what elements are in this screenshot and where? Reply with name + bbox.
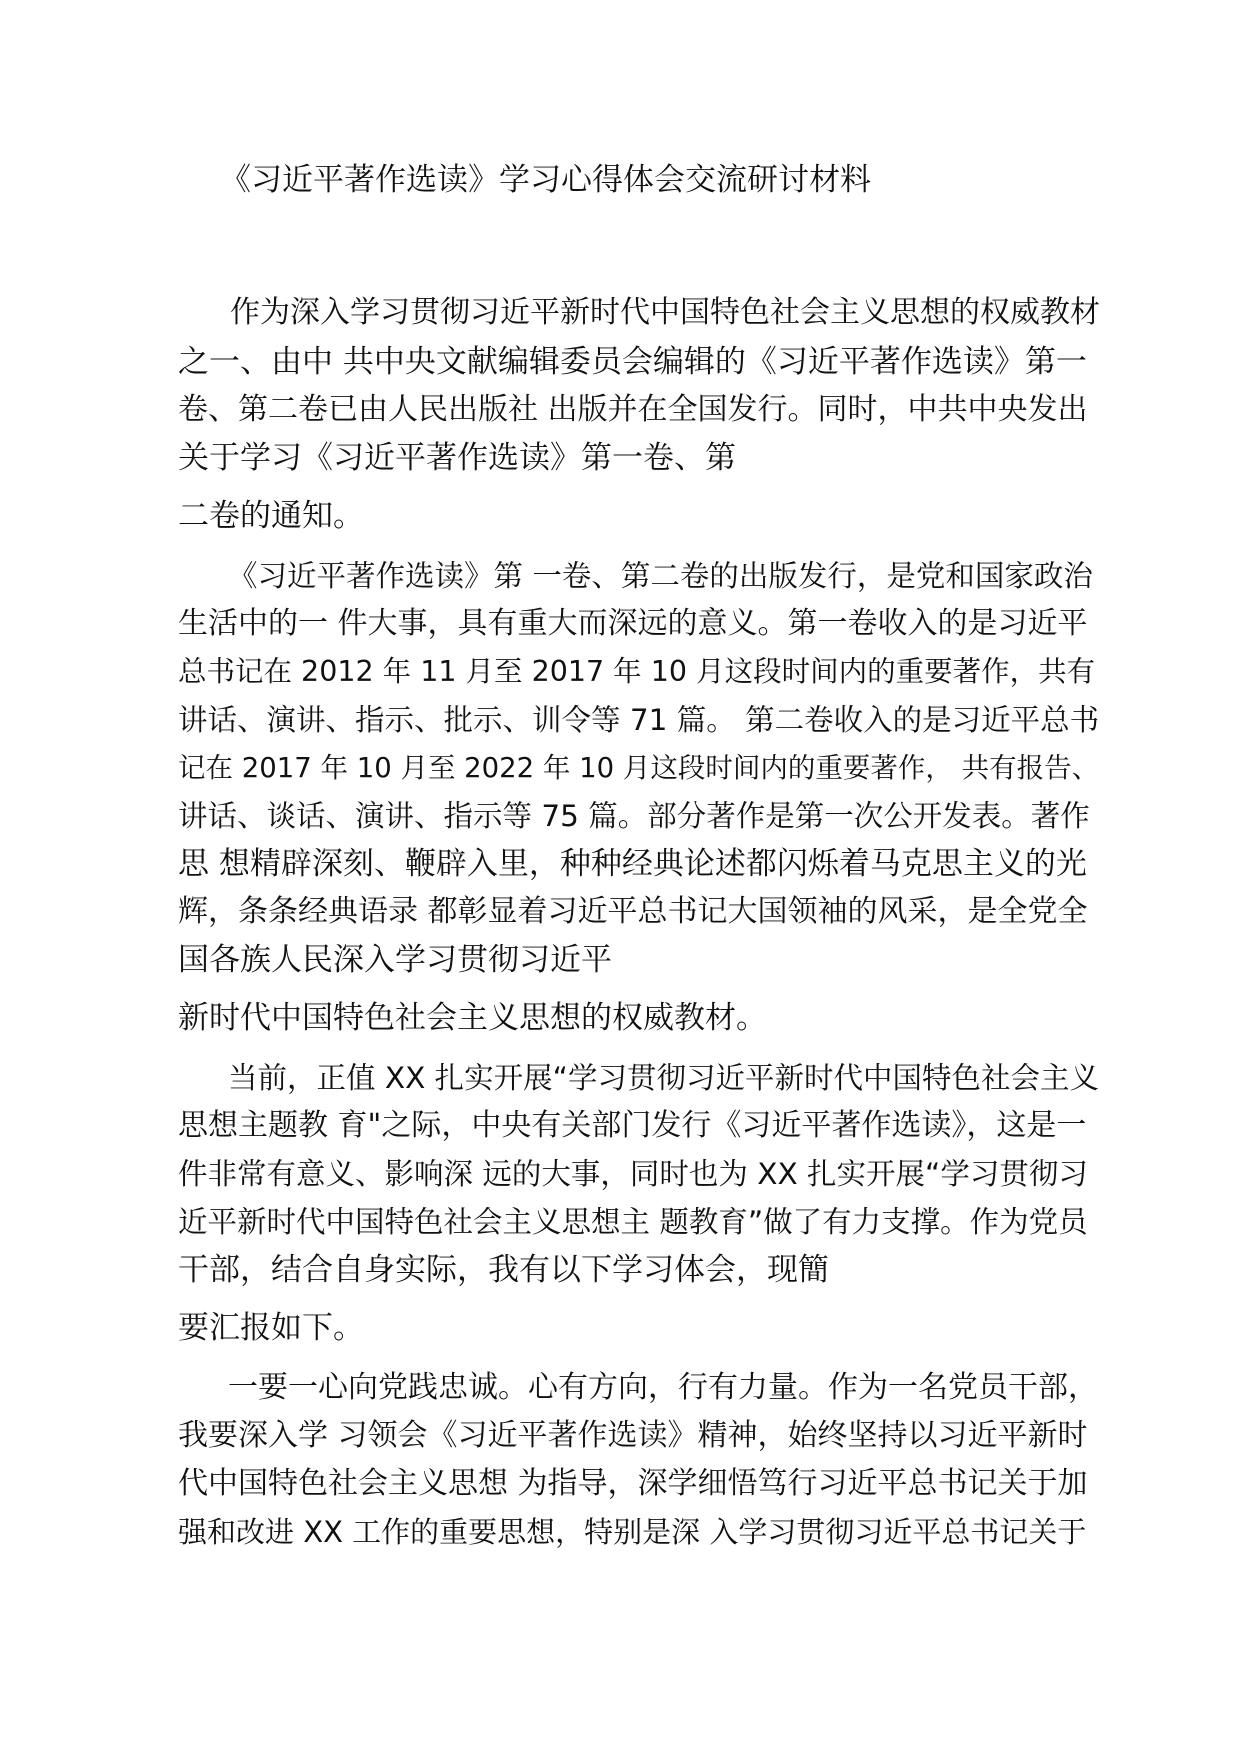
body-line: 国各族人民深入学习贯彻习近平: [178, 942, 612, 978]
body-line: 思 想精辟深刻、鞭辟入里，种种经典论述都闪烁着马克思主义的光: [178, 846, 1087, 882]
body-line: 我要深入学 习领会《习近平著作选读》精神，始终坚持以习近平新时: [178, 1418, 1088, 1453]
body-line: 讲话、谈话、演讲、指示等 75 篇。部分著作是第一次公开发表。著作: [178, 799, 1090, 833]
body-line: 卷、第二卷已由人民出版社 出版并在全国发行。同时，中共中央发出: [178, 392, 1088, 427]
body-line: 作为深入学习贯彻习近平新时代中国特色社会主义思想的权威教材: [230, 295, 1100, 330]
body-line: 《习近平著作选读》第 一卷、第二卷的出版发行，是党和国家政治: [228, 559, 1093, 593]
body-line: 二卷的通知。: [178, 498, 364, 534]
body-line: 强和改进 XX 工作的重要思想，特别是深 入学习贯彻习近平总书记关于: [178, 1515, 1087, 1549]
body-line: 思想主题教 育"之际，中央有关部门发行《习近平著作选读》，这是一: [178, 1108, 1087, 1143]
body-line: 代中国特色社会主义思想 为指导，深学细悟笃行习近平总书记关于加: [178, 1466, 1088, 1501]
body-line: 之一、由中 共中央文献编辑委员会编辑的《习近平著作选读》第一: [178, 344, 1087, 380]
body-line: 干部，结合自身实际，我有以下学习体会，现簡: [178, 1252, 829, 1288]
body-line: 件非常有意义、影响深 远的大事，同时也为 XX 扎实开展“学习贯彻习: [178, 1157, 1088, 1191]
body-line: 一要一心向党践忠诚。心有方向，行有力量。作为一名党员干部，: [228, 1370, 1098, 1405]
body-line: 新时代中国特色社会主义思想的权威教材。: [178, 1000, 767, 1036]
body-line: 辉，条条经典语录 都彰显着习近平总书记大国领袖的风采，是全党全: [178, 894, 1088, 929]
body-line: 讲话、演讲、指示、批示、训令等 71 篇。 第二卷收入的是习近平总书: [178, 703, 1100, 737]
body-line: 近平新时代中国特色社会主义思想主 题教育”做了有力支撑。作为党员: [178, 1205, 1088, 1239]
document-title: 《习近平著作选读》学习心得体会交流研讨材料: [220, 162, 871, 198]
body-line: 当前，正值 XX 扎实开展“学习贯彻习近平新时代中国特色社会主义: [228, 1061, 1099, 1095]
body-line: 记在 2017 年 10 月至 2022 年 10 月这段时间内的重要著作， 共有报告、: [178, 752, 1100, 784]
body-line: 要汇报如下。: [178, 1310, 364, 1346]
body-line: 总书记在 2012 年 11 月至 2017 年 10 月这段时间内的重要著作，共有: [178, 655, 1096, 688]
body-line: 关于学习《习近平著作选读》第一卷、第: [178, 440, 736, 476]
body-line: 生活中的一 件大事，具有重大而深远的意义。第一卷收入的是习近平: [178, 606, 1088, 641]
